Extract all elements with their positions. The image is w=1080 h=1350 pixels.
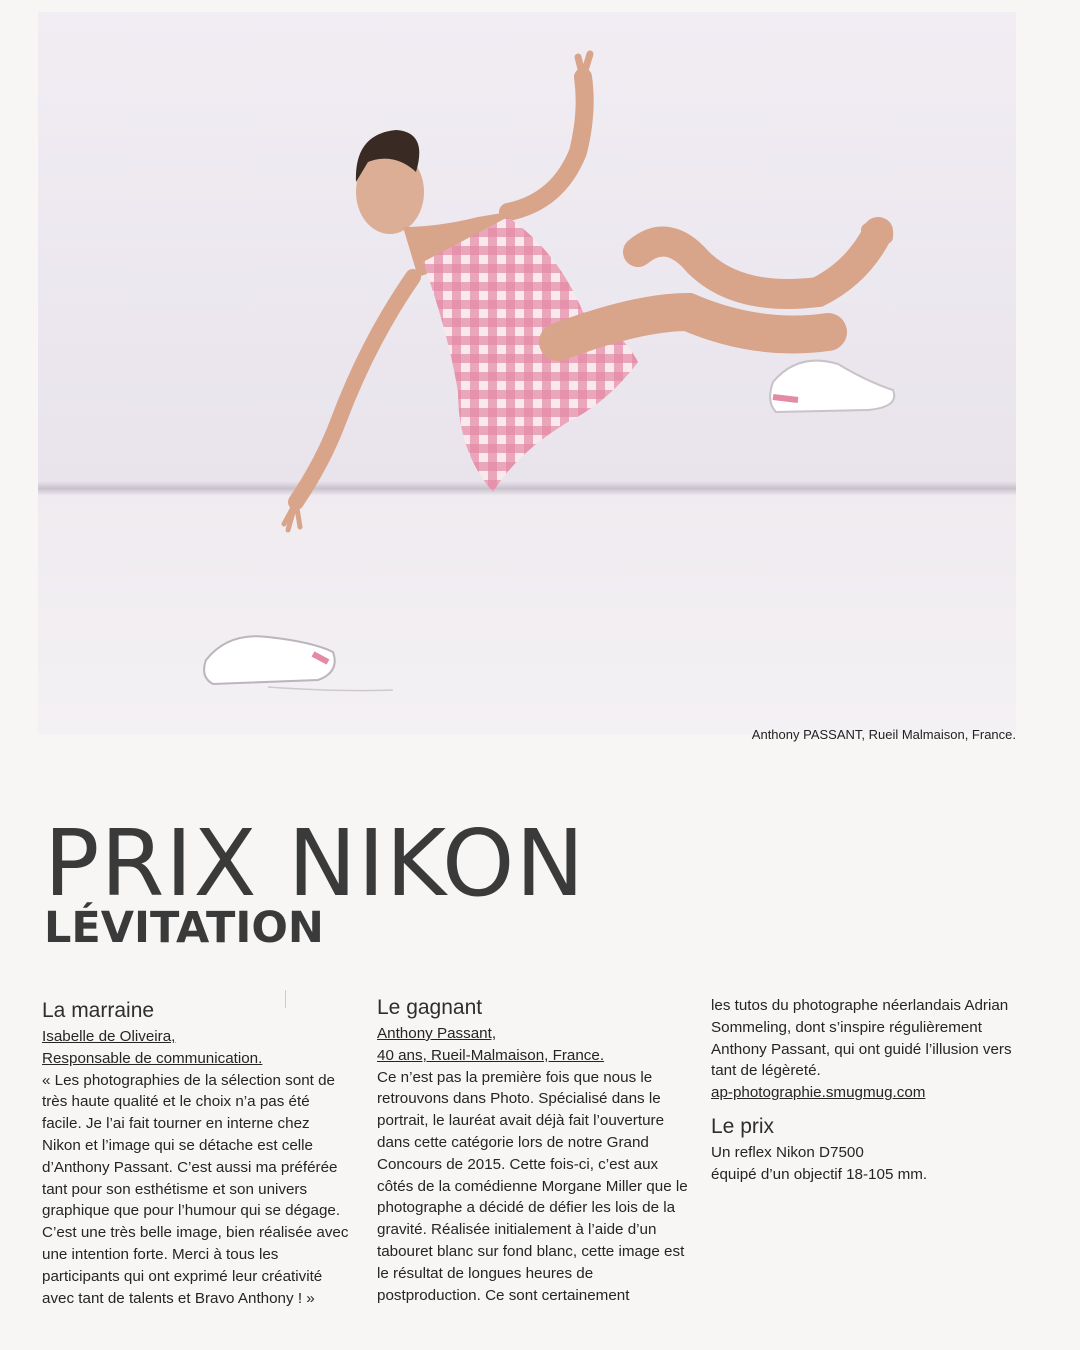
hero-photo: [38, 12, 1016, 734]
prize-heading: Le prix: [711, 1114, 775, 1138]
prize-line-1: Un reflex Nikon D7500: [711, 1143, 864, 1161]
column-continued: [711, 995, 1031, 1186]
levitation-photo: [38, 12, 1016, 734]
page-title: PRIX NIKON: [44, 810, 586, 917]
gagnant-name: Anthony Passant,: [377, 1025, 497, 1042]
website-link[interactable]: ap-photographie.smugmug.com: [711, 1084, 926, 1102]
marraine-heading: La marraine: [42, 999, 155, 1022]
prize-line-2: équipé d’un objectif 18-105 mm.: [711, 1165, 928, 1183]
gagnant-detail: 40 ans, Rueil-Malmaison, France.: [377, 1046, 605, 1064]
prize-section: [711, 1114, 1031, 1186]
continued-body: les tutos du photographe néerlandais Adrian Sommeling, dont s’inspire régulièrement Anthony Passant, qui ont guidé l’illusion vers tant de légèreté.: [711, 997, 1012, 1080]
gagnant-heading: Le gagnant: [377, 996, 483, 1019]
column-marraine: [42, 998, 352, 1309]
gagnant-body: Ce n’est pas la première fois que nous le retrouvons dans Photo. Spécialisé dans le portrait, le lauréat avait déjà fait l’ouverture dans cette catégorie lors de notre Grand Concours de 2015. Cette fois-ci, c’est aux côtés de la comédienne Morgane Miller que le photographe a décidé de défier les lois de la gravité. Réalisée initialement à l’aide d’un tabouret blanc sur fond blanc, cette image est le résultat de longues heures de postproduction. Ce sont certainement: [377, 1068, 688, 1304]
photo-credit: Anthony PASSANT, Rueil Malmaison, France.: [751, 727, 1016, 742]
marraine-quote: « Les photographies de la sélection sont de très haute qualité et le choix n’a pas été facile. Je l’ai fait tourner en interne chez Nikon et l’image qui se détache est celle d’Anthony Passant. C’est aussi ma préférée tant pour son esthétisme et son univers graphique que pour l’humour qui se dégage. C’est une très belle image, bien réalisée avec une intention forte. Merci à tous les participants qui ont exprimé leur créativité avec tant de talents et Bravo Anthony ! »: [42, 1071, 349, 1307]
page-subtitle: LÉVITATION: [44, 903, 324, 953]
marraine-role: Responsable de communication.: [42, 1049, 263, 1067]
column-gagnant: [377, 995, 689, 1306]
marraine-name: Isabelle de Oliveira,: [42, 1028, 176, 1045]
